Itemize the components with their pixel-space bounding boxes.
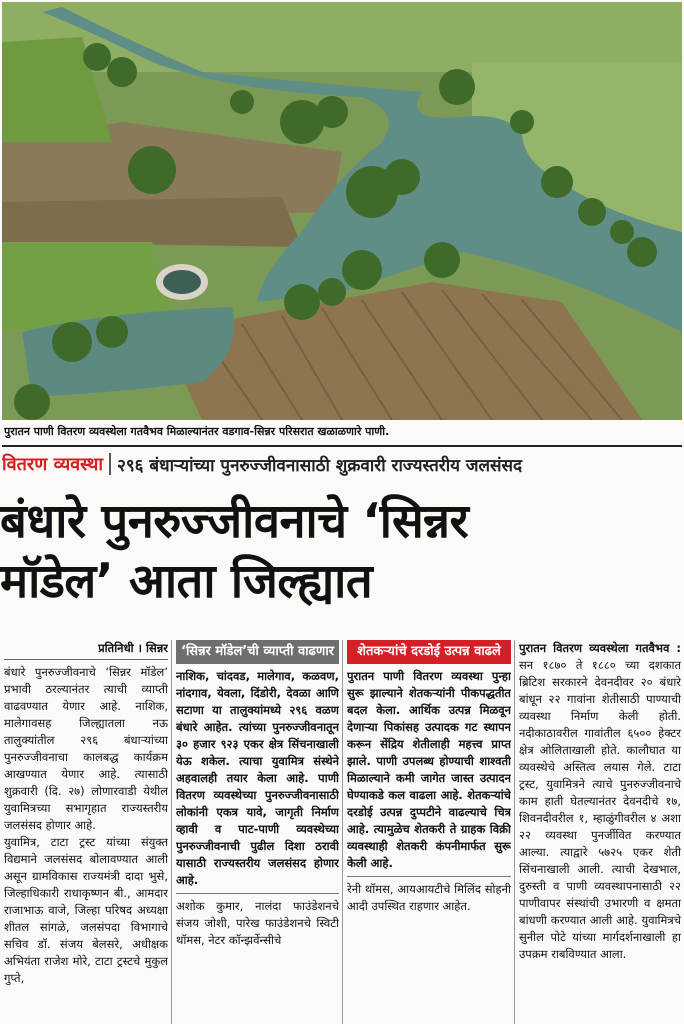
col3-tail: रेनी थॉमस, आयआयटीचे मिलिंद सोहनी आदी उपस्थित राहणार आहेत. [347,882,511,913]
column-divider [514,640,515,1024]
section-tag: वितरण व्यवस्था [2,454,103,475]
col2-divider [176,893,339,894]
col4-lead: पुरातन वितरण व्यवस्थेला गतवैभव : [519,641,681,655]
headline-line-2: मॉडेल’ आता जिल्ह्यात [0,554,373,609]
col3-body: पुरातन पाणी वितरण व्यवस्था पुन्हा सुरू झाल्याने शेतकऱ्यांनी पीकपद्धतीत बदल केला. आर्थिक उत्पन्न मिळवून देणाऱ्या पिकांसह उत्पादक गट स्थापन करून सेंद्रिय शेतीलाही महत्त्व प्राप्त झाले. पाणी उपलब्ध होण्याची शाश्वती मिळाल्याने कमी जागेत जास्त उत्पादन घेण्याकडे कल वाढला आहे. शेतकऱ्यांचे दरडोई उत्पन्न दुप्पटीने वाढल्याचे चित्र आहे. त्यामुळेच शेतकरी ते ग्राहक विक्री व्यवस्थाही शेतकरी कंपनीमार्फत सुरू केली आहे. [347,669,511,870]
photo-caption: पुरातन पाणी वितरण व्यवस्थेला गतवैभव मिळाल्यानंतर वडगाव-सिन्नर परिसरात खळाळणारे पाणी. [4,425,390,438]
col4-body: सन १८७० ते १८८० च्या दशकात ब्रिटिश सरकारने देवनदीवर २० बंधारे बांधून २२ गावांना शेतीसाठी पाण्याची व्यवस्था निर्माण केली होती. नदीकाठावरील गावांतील ६५०० हेक्टर क्षेत्र ओलिताखाली होते. कालौघात या व्यवस्थेचे अस्तित्व लयास गेले. टाटा ट्रस्ट, युवामित्रने त्याचे पुनरुज्जीवनाचे काम हाती घेतल्यानंतर देवनदीचे १७, शिवनदीवरील १, म्हाळुंगीवरील ४ अशा २२ व्यवस्था पुनर्जीवित करण्यात आल्या. त्याद्वारे ५७२५ एकर शेती सिंचनाखाली आली. त्याची देखभाल, दुरुस्ती व पाणी व्यवस्थापनासाठी २२ पाणीवापर संस्थांची उभारणी व क्षमता बांधणी करण्यात आली आहे. युवामित्रचे सुनील पोटे यांच्या मार्गदर्शनाखाली हा उपक्रम राबविण्यात आला. [519,658,681,961]
kicker-text: २९६ बंधाऱ्यांच्या पुनरुज्जीवनासाठी शुक्रवारी राज्यस्तरीय जलसंसद [116,455,523,476]
sidebar-heading-red: शेतकऱ्यांचे दरडोई उत्पन्न वाढले [347,640,511,664]
column-divider [342,640,343,1024]
byline: प्रतिनिधी । सिन्नर [4,640,168,660]
col1-paragraph-2: युवामित्र, टाटा ट्रस्ट यांच्या संयुक्त विद्यमाने जलसंसद बोलावण्यात आली असून ग्रामविकास राज्यमंत्री दादा भुसे, जिल्हाधिकारी राधाकृष्णन बी., आमदार राजाभाऊ वाजे, जिल्हा परिषद अध्यक्षा शीतल सांगळे, जलसंपदा विभागाचे सचिव डॉ. संजय बेलसरे, अधीक्षक अभियंता राजेश मोरे, टाटा ट्रस्टचे मुकुल गुप्ते, [4,835,168,985]
col4-paragraph [519,640,681,963]
column-1 [4,640,168,1024]
headline [0,492,684,612]
column-2 [176,640,339,1024]
col3-divider [347,876,511,877]
column-4 [519,640,681,1024]
col1-paragraph-1: बंधारे पुनरुज्जीवनाचे ‘सिन्नर मॉडेल’ प्रभावी ठरल्यानंतर त्याची व्याप्ती वाढवण्यात येणार आहे. नाशिक, मालेगावसह जिल्ह्यातला नऊ तालुक्यांतील २९६ बंधाऱ्यांच्या पुनरुज्जीवनाचा कालबद्ध कार्यक्रम आखण्यात येणार आहे. त्यासाठी शुक्रवारी (दि. २७) लोणारवाडी येथील युवामित्रच्या सभागृहात राज्यस्तरीय जलसंसद होणार आहे. [4,665,168,832]
kicker-divider [109,453,111,475]
column-3 [347,640,511,1024]
column-divider [171,640,172,1024]
kicker [2,452,682,486]
sidebar-heading-grey: ‘सिन्नर मॉडेल’ची व्याप्ती वाढणार [176,640,339,664]
headline-line-1: बंधारे पुनरुज्जीवनाचे ‘सिन्नर [0,494,469,549]
col2-tail: अशोक कुमार, नालंदा फाउंडेशनचे संजय जोशी, पारेख फाउंडेशनचे स्विटी थॉमस, नेटर कॉन्झर्वेन्सीचे [176,899,339,947]
aerial-photo [2,2,682,420]
top-divider [2,445,682,447]
col2-body: नाशिक, चांदवड, मालेगाव, कळवण, नांदगाव, येवला, दिंडोरी, देवळा आणि सटाणा या तालुक्यांमध्ये २९६ वळण बंधारे आहेत. त्यांच्या पुनरुज्जीवनातून ३० हजार ९२३ एकर क्षेत्र सिंचनाखाली येऊ शकेल. त्याचा युवामित्र संस्थेने अहवालही तयार केला आहे. पाणी वितरण व्यवस्थेच्या पुनरुज्जीवनासाठी लोकांनी एकत्र यावे, जागृती निर्माण व्हावी व पाट-पाणी व्यवस्थेच्या पुनरुज्जीवनाची पुढील दिशा ठरावी यासाठी राज्यस्तरीय जलसंसद होणार आहे. [176,669,339,887]
